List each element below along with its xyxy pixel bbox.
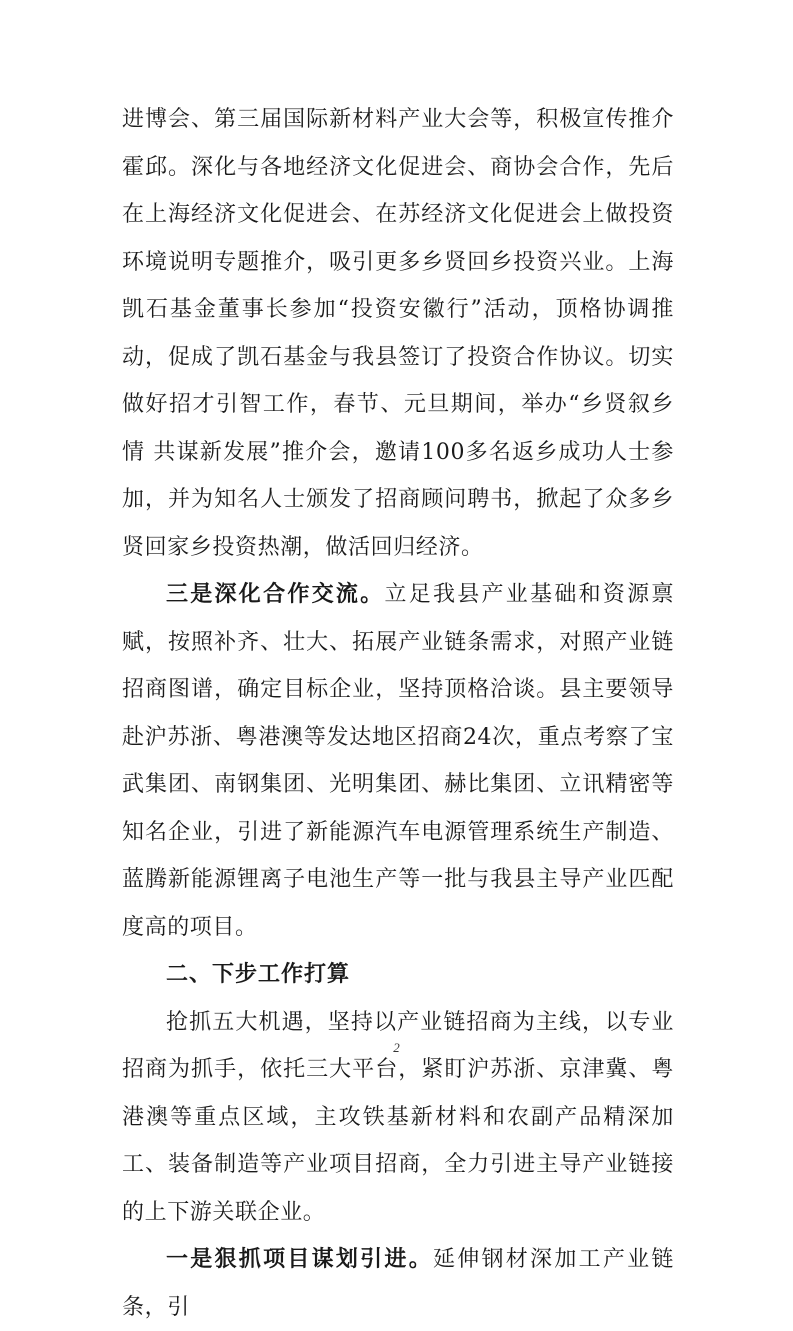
body-paragraph: [122, 96, 674, 571]
body-paragraph: [122, 1236, 674, 1331]
paragraph-text: 进博会、第三届国际新材料产业大会等，积极宣传推介霍邱。深化与各地经济文化促进会、商协会合作，先后在上海经济文化促进会、在苏经济文化促进会上做投资环境说明专题推介，吸引更多乡贤回乡投资兴业。上海凯石基金董事长参加“投资安徽行”活动，顶格协调推动，促成了凯石基金与我县签订了投资合作协议。切实做好招才引智工作，春节、元旦期间，举办“乡贤叙乡情 共谋新发展”推介会，邀请100多名返乡成功人士参加，并为知名人士颁发了招商顾问聘书，掀起了众多乡贤回家乡投资热潮，做活回归经济。: [122, 107, 674, 560]
paragraph-text: 延伸钢材深加工产业链条，引: [122, 1247, 674, 1320]
page-number: 2: [393, 1040, 400, 1055]
paragraph-text: 抢抓五大机遇，坚持以产业链招商为主线，以专业招商为抓手，依托三大平台，紧盯沪苏浙、京津冀、粤港澳等重点区域，主攻铁基新材料和农副产品精深加工、装备制造等产业项目招商，全力引进主导产业链接的上下游关联企业。: [122, 1009, 674, 1225]
body-paragraph: [122, 571, 674, 951]
section-heading: 二、下步工作打算: [166, 962, 351, 987]
body-paragraph: [122, 999, 674, 1237]
document-body: [122, 96, 674, 1331]
paragraph-lead: 一是狠抓项目谋划引进。: [166, 1246, 433, 1272]
paragraph-text: 立足我县产业基础和资源禀赋，按照补齐、壮大、拓展产业链条需求，对照产业链招商图谱，确定目标企业，坚持顶格洽谈。县主要领导赴沪苏浙、粤港澳等发达地区招商24次，重点考察了宝武集团、南钢集团、光明集团、赫比集团、立讯精密等知名企业，引进了新能源汽车电源管理系统生产制造、蓝腾新能源锂离子电池生产等一批与我县主导产业匹配度高的项目。: [122, 582, 675, 940]
paragraph-lead: 三是深化合作交流。: [166, 581, 385, 607]
